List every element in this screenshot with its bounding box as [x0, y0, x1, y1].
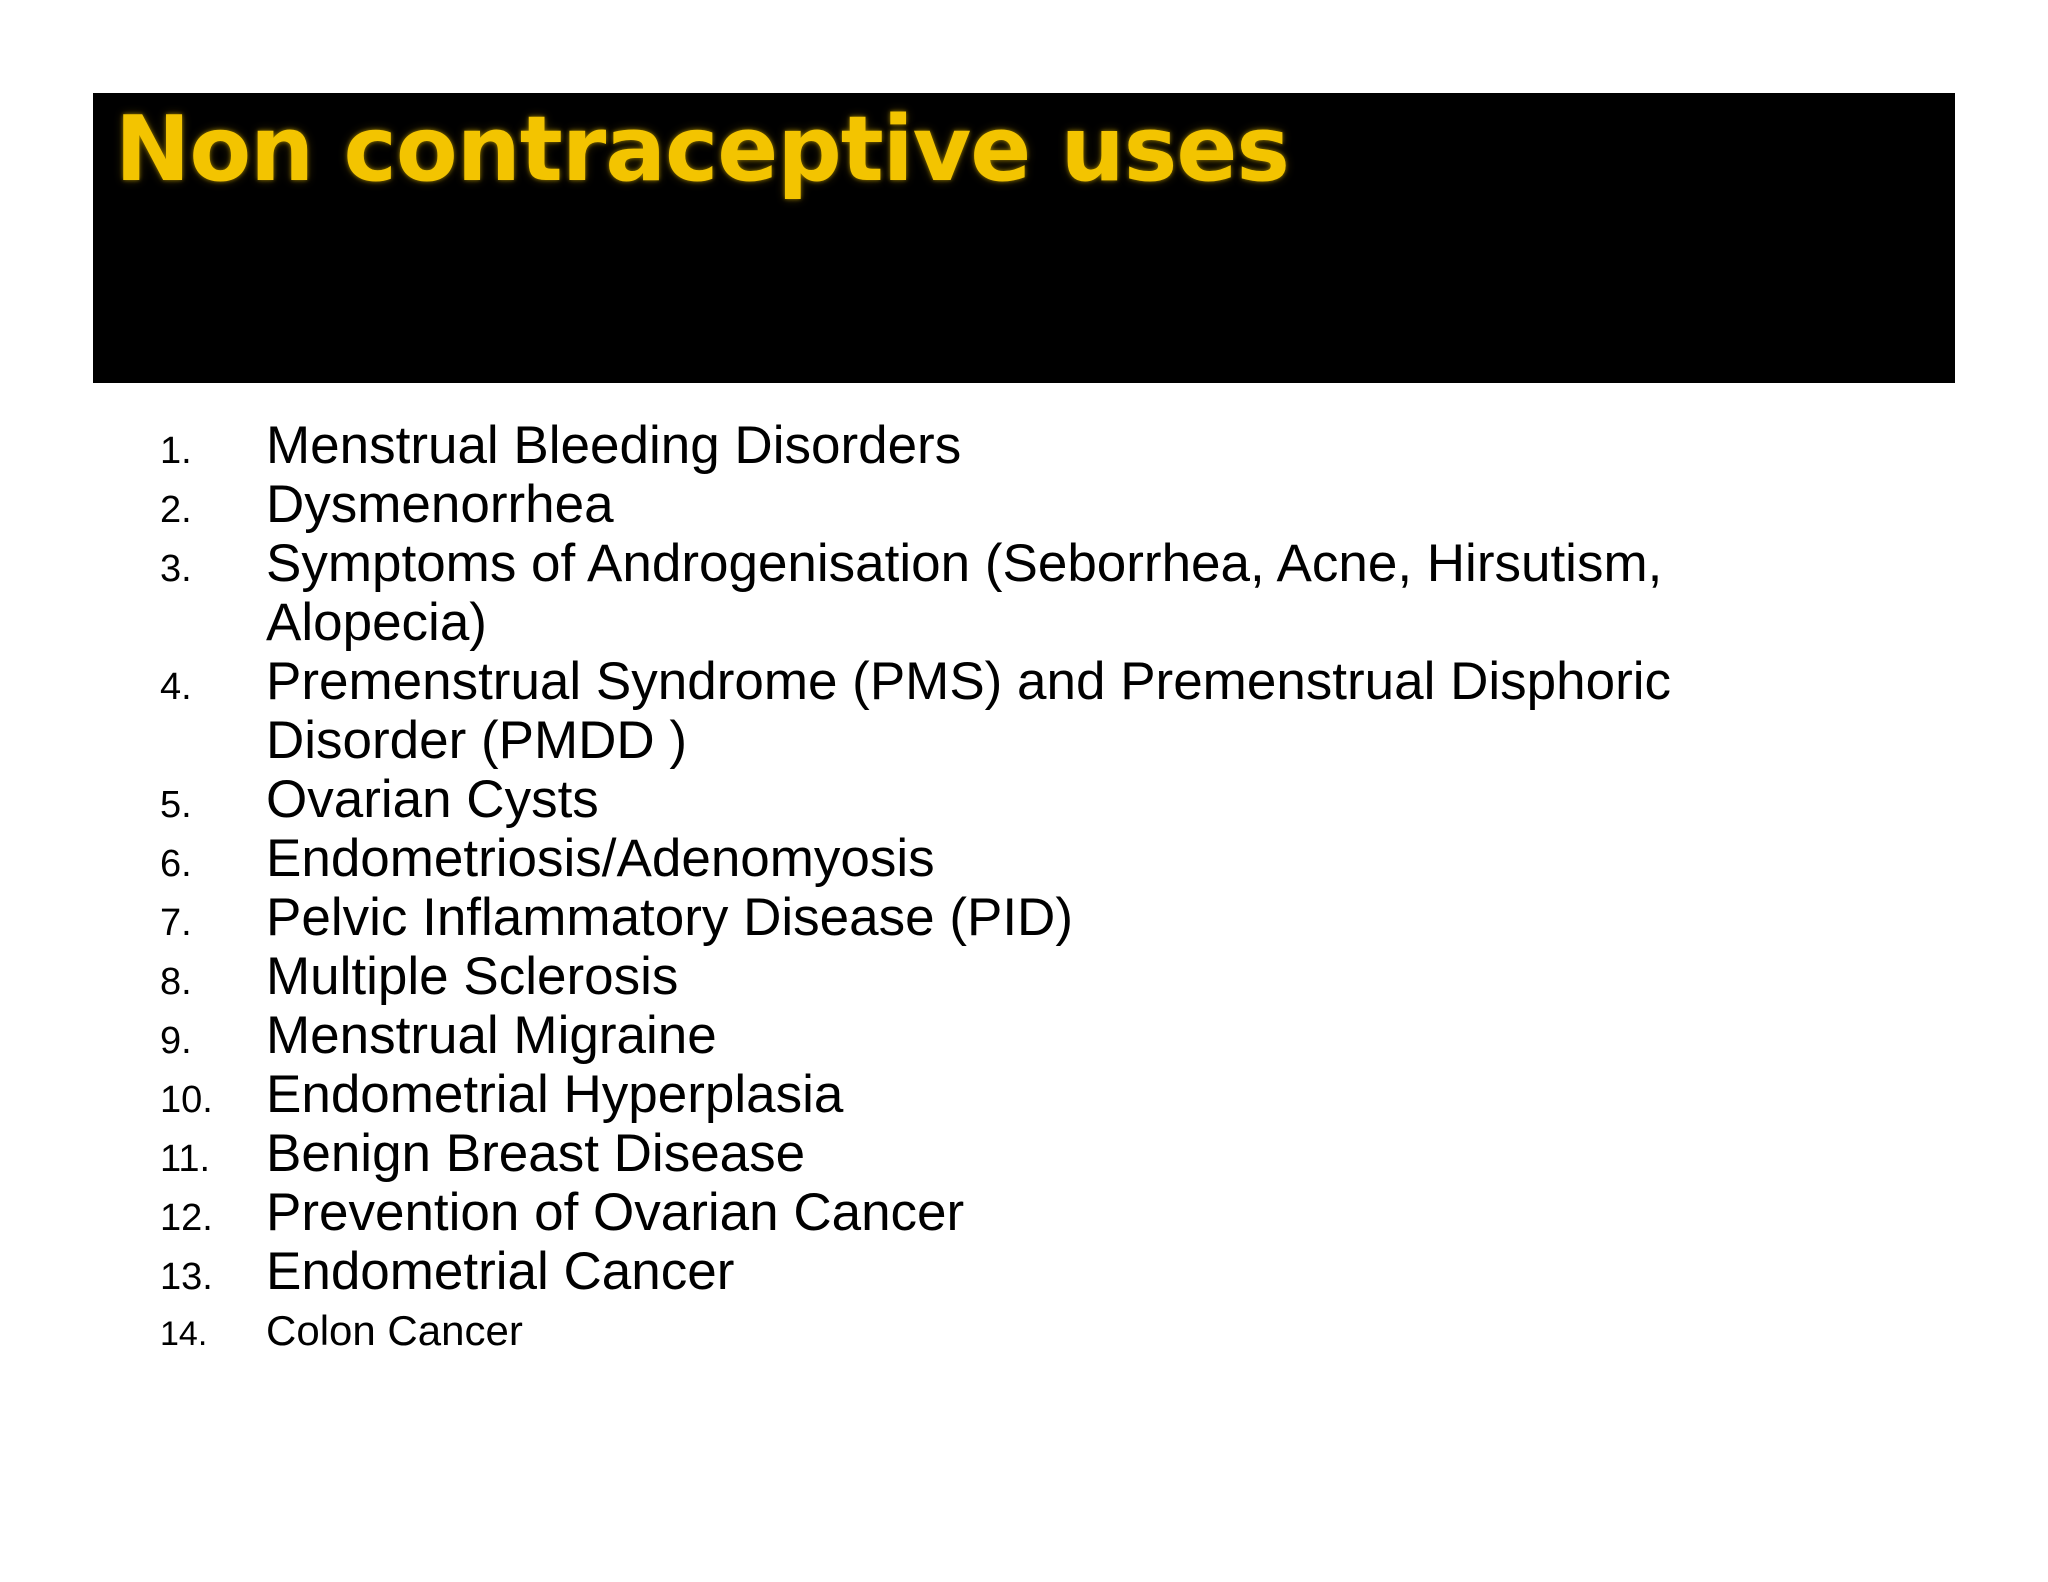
list-item [160, 416, 1860, 475]
list-item [160, 652, 1860, 770]
item-text: Dysmenorrhea [266, 475, 614, 534]
item-number: 3. [160, 548, 192, 590]
item-text: Benign Breast Disease [266, 1124, 806, 1183]
item-number: 12. [160, 1197, 213, 1239]
item-number: 4. [160, 666, 192, 708]
item-number: 8. [160, 961, 192, 1003]
item-number: 5. [160, 784, 192, 826]
list-item [160, 1006, 1860, 1065]
item-number: 13. [160, 1256, 213, 1298]
item-text: Ovarian Cysts [266, 770, 599, 829]
list-item [160, 1183, 1860, 1242]
item-text: Endometrial Hyperplasia [266, 1065, 844, 1124]
item-list [160, 416, 1860, 1361]
item-text: Pelvic Inflammatory Disease (PID) [266, 888, 1073, 947]
list-item [160, 534, 1860, 652]
item-number: 11. [160, 1138, 211, 1180]
list-item [160, 1242, 1860, 1301]
item-text: Premenstrual Syndrome (PMS) and Premenstrual Disphoric Disorder (PMDD ) [266, 652, 1672, 770]
item-number: 14. [160, 1315, 208, 1353]
item-text: Colon Cancer [266, 1307, 523, 1354]
item-text: Prevention of Ovarian Cancer [266, 1183, 965, 1242]
item-number: 2. [160, 489, 192, 531]
item-text: Menstrual Bleeding Disorders [266, 416, 962, 475]
item-number: 6. [160, 843, 192, 885]
item-number: 1. [160, 430, 192, 472]
item-text: Endometrial Cancer [266, 1242, 735, 1301]
item-number: 9. [160, 1020, 192, 1062]
item-text: Symptoms of Androgenisation (Seborrhea, Acne, Hirsutism, Alopecia) [266, 534, 1663, 652]
list-item [160, 770, 1860, 829]
list-item [160, 475, 1860, 534]
list-item [160, 888, 1860, 947]
list-item [160, 947, 1860, 1006]
item-number: 10. [160, 1079, 213, 1121]
list-item [160, 1065, 1860, 1124]
slide-title: Non contraceptive uses [115, 97, 1289, 202]
list-item [160, 1301, 1860, 1361]
item-text: Multiple Sclerosis [266, 947, 679, 1006]
list-item [160, 829, 1860, 888]
item-number: 7. [160, 902, 192, 944]
item-text: Endometriosis/Adenomyosis [266, 829, 935, 888]
list-item [160, 1124, 1860, 1183]
item-text: Menstrual Migraine [266, 1006, 717, 1065]
